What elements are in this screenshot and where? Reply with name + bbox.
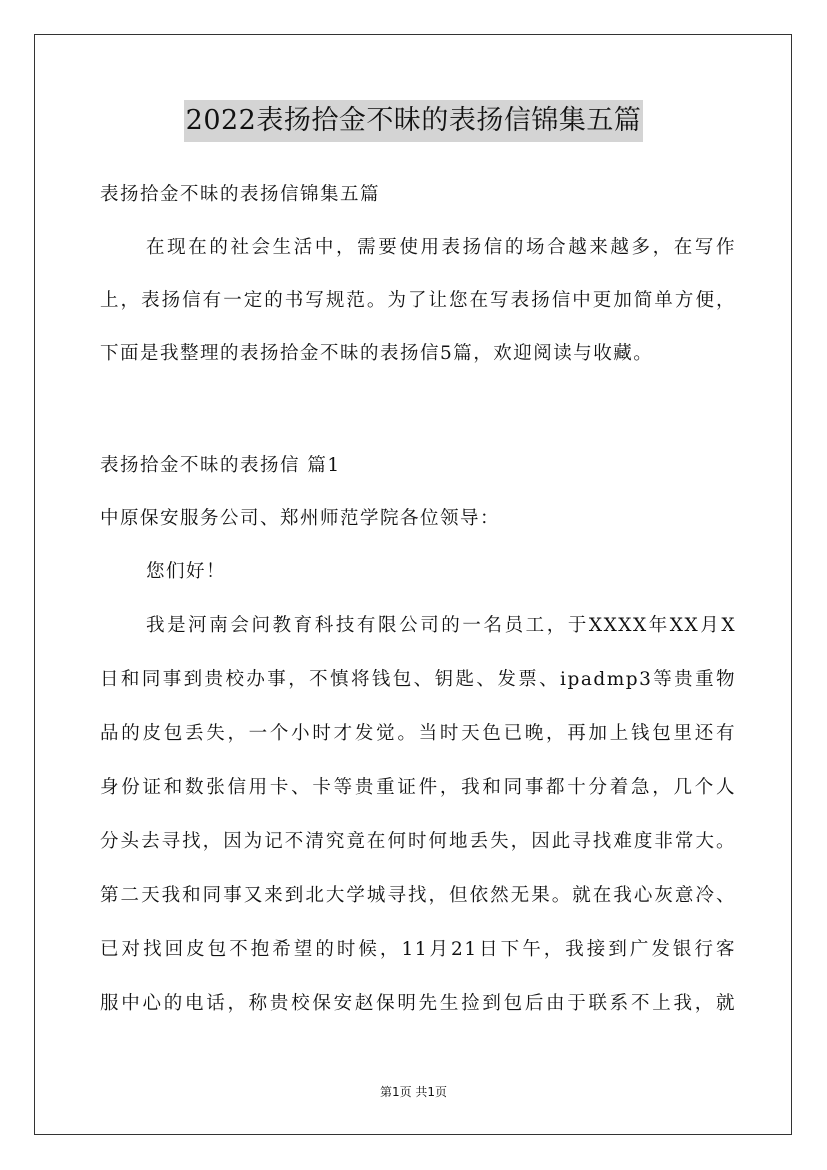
intro-line-1: 在现在的社会生活中，需要使用表扬信的场合越来越多，在写作 [146, 237, 736, 258]
body-line-4: 身份证和数张信用卡、卡等贵重证件，我和同事都十分着急，几个人 [100, 777, 736, 798]
body-line-2: 日和同事到贵校办事，不慎将钱包、钥匙、发票、ipadmp3等贵重物 [100, 669, 736, 690]
title-container [0, 100, 827, 142]
section-heading: 表扬拾金不昧的表扬信 篇1 [100, 455, 341, 476]
body-line-1: 我是河南会问教育科技有限公司的一名员工，于XXXX年XX月X [146, 615, 736, 636]
body-line-7: 已对找回皮包不抱希望的时候，11月21日下午，我接到广发银行客 [100, 939, 736, 960]
intro-line-2: 上，表扬信有一定的书写规范。为了让您在写表扬信中更加简单方便， [100, 290, 736, 311]
intro-line-3: 下面是我整理的表扬拾金不昧的表扬信5篇，欢迎阅读与收藏。 [100, 343, 654, 364]
salutation: 中原保安服务公司、郑州师范学院各位领导： [100, 508, 501, 529]
body-line-5: 分头去寻找，因为记不清究竟在何时何地丢失，因此寻找难度非常大。 [100, 831, 736, 852]
greeting: 您们好！ [146, 561, 227, 582]
page-footer: 第1页 共1页 [379, 1085, 448, 1099]
document-title: 2022表扬拾金不昧的表扬信锦集五篇 [184, 100, 644, 142]
body-line-8: 服中心的电话，称贵校保安赵保明先生捡到包后由于联系不上我，就 [100, 993, 736, 1014]
document-subtitle: 表扬拾金不昧的表扬信锦集五篇 [100, 184, 381, 205]
body-line-3: 品的皮包丢失，一个小时才发觉。当时天色已晚，再加上钱包里还有 [100, 723, 736, 744]
body-line-6: 第二天我和同事又来到北大学城寻找，但依然无果。就在我心灰意冷、 [100, 885, 736, 906]
